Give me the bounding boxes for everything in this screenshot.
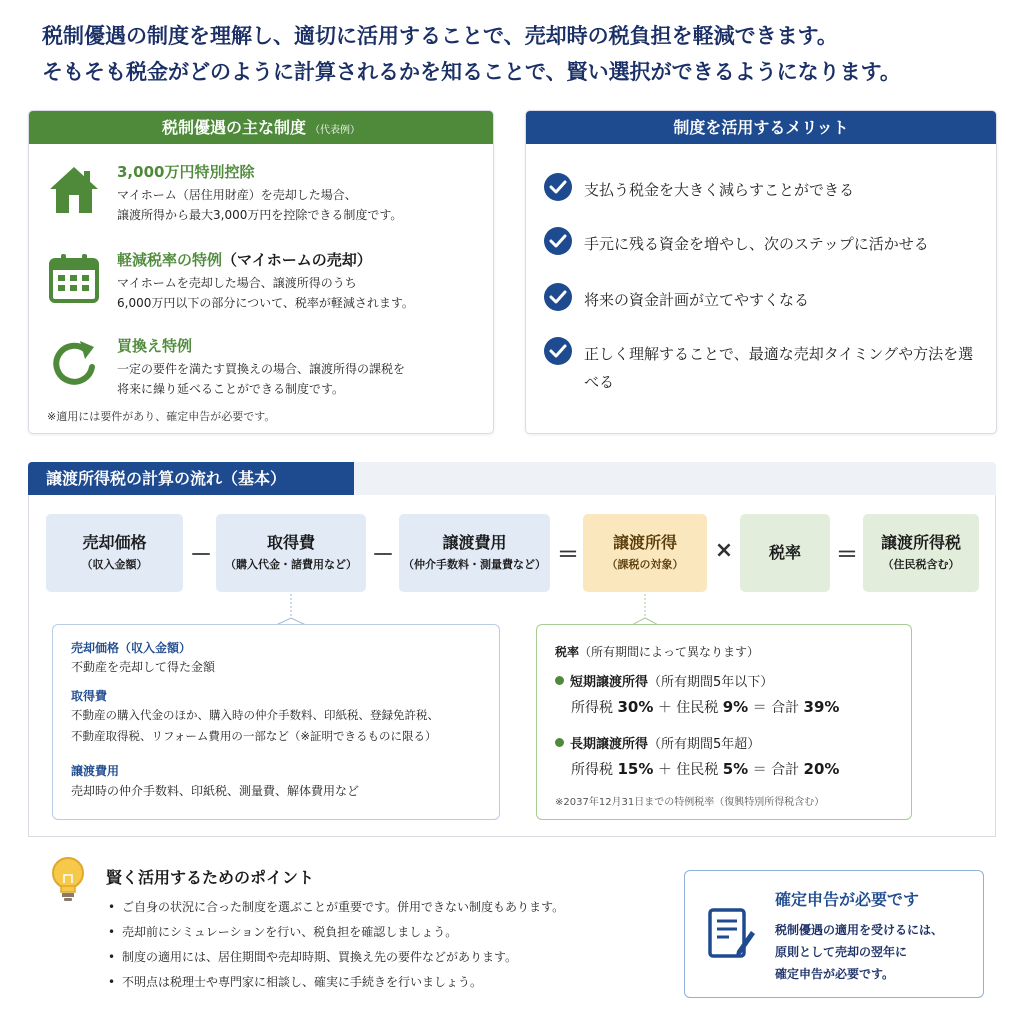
definition-text: 不動産を売却して得た金額 xyxy=(71,660,216,674)
list-item: • ご自身の状況に合った制度を選ぶことが重要です。併用できない制度もあります。 xyxy=(106,895,666,920)
page-headline xyxy=(42,18,1002,90)
definition-title: 売却価格（収入金額） xyxy=(71,641,192,655)
system-desc: 一定の要件を満たす買換えの場合、譲渡所得の課税を 将来に繰り延べることができる制度です。 xyxy=(117,362,406,396)
notice-body: 税制優遇の適用を受けるには、 原則として売却の翌年に 確定申告が必要です。 xyxy=(775,923,944,981)
document-pen-icon xyxy=(707,907,757,963)
merit-text: 手元に残る資金を増やし、次のステップに活かせる xyxy=(584,235,929,253)
system-title: 3,000万円特別控除 xyxy=(117,163,255,181)
notice-title: 確定申告が必要です xyxy=(775,890,920,909)
headline-line-1: 税制優遇の制度を理解し、適切に活用することで、売却時の税負担を軽減できます。 xyxy=(42,24,838,48)
flow-box-transfer-tax: 譲渡所得税 （住民税含む） xyxy=(863,514,979,592)
systems-card-title: 税制優遇の主な制度 xyxy=(161,118,306,137)
check-circle-icon xyxy=(544,173,572,201)
flow-section-title: 譲渡所得税の計算の流れ（基本） xyxy=(28,462,354,495)
flow-header-band xyxy=(354,462,996,495)
system-title: 買換え特例 xyxy=(117,337,193,355)
headline-line-2: そもそも税金がどのように計算されるかを知ることで、賢い選択ができるようになります。 xyxy=(42,60,901,84)
flow-operator: － xyxy=(372,543,395,568)
flow-connectors xyxy=(0,592,1024,626)
systems-card xyxy=(28,110,494,434)
bullet-icon xyxy=(555,676,564,685)
definition-title: 譲渡費用 xyxy=(71,764,120,778)
merit-text: 将来の資金計画が立てやすくなる xyxy=(584,291,810,309)
system-desc: マイホームを売却した場合、譲渡所得のうち 6,000万円以下の部分について、税率が軽減されます。 xyxy=(117,276,414,310)
systems-note: ※適用には要件があり、確定申告が必要です。 xyxy=(47,410,276,423)
definition-title: 取得費 xyxy=(71,689,108,703)
definition-text: 不動産の購入代金のほか、購入時の仲介手数料、印紙税、登録免許税、 不動産取得税、リフォーム費用の一部など（※証明できるものに限る） xyxy=(71,708,439,743)
system-item-replacement xyxy=(47,335,487,415)
calendar-icon xyxy=(47,251,101,305)
list-item: • 不明点は税理士や専門家に相談し、確実に手続きを行いましょう。 xyxy=(106,970,666,995)
merit-text: 支払う税金を大きく減らすことができる xyxy=(584,181,855,199)
tax-rate-title: 税率（所有期間によって異なります） xyxy=(555,645,760,659)
flow-box-sale-price: 売却価格 （収入金額） xyxy=(46,514,183,592)
flow-operator: × xyxy=(714,538,734,563)
system-item-special-deduction xyxy=(47,161,487,241)
tips-list xyxy=(106,895,666,995)
flow-box-transfer-income: 譲渡所得 （課税の対象） xyxy=(583,514,707,592)
flow-box-acquisition-cost: 取得費 （購入代金・諸費用など） xyxy=(216,514,366,592)
flow-operator: ＝ xyxy=(557,543,580,568)
check-circle-icon xyxy=(544,283,572,311)
check-circle-icon xyxy=(544,337,572,365)
flow-box-transfer-cost: 譲渡費用 （仲介手数料・測量費など） xyxy=(399,514,550,592)
definition-text: 売却時の仲介手数料、印紙税、測量費、解体費用など xyxy=(71,784,360,798)
list-item: • 制度の適用には、居住期間や売却時期、買換え先の要件などがあります。 xyxy=(106,945,666,970)
systems-card-title-small: （代表例） xyxy=(310,125,360,136)
short-term-rate: 所得税 30% ＋ 住民税 9% ＝ 合計 39% xyxy=(571,698,840,716)
flow-operator: － xyxy=(190,543,213,568)
long-term-rate: 所得税 15% ＋ 住民税 5% ＝ 合計 20% xyxy=(571,760,840,778)
system-title: 軽減税率の特例（マイホームの売却） xyxy=(117,251,372,269)
merits-card-header: 制度を活用するメリット xyxy=(526,111,996,144)
merits-card xyxy=(525,110,997,434)
list-item: • 売却前にシミュレーションを行い、税負担を確認しましょう。 xyxy=(106,920,666,945)
merit-text: 正しく理解することで、最適な売却タイミングや方法を選べる xyxy=(584,345,974,391)
tax-rate-box xyxy=(536,624,912,820)
refresh-arrow-icon xyxy=(47,337,101,391)
system-desc: マイホーム（居住用財産）を売却した場合、 譲渡所得から最大3,000万円を控除できる制度です。 xyxy=(117,188,403,222)
check-circle-icon xyxy=(544,227,572,255)
tips-title: 賢く活用するためのポイント xyxy=(106,868,315,887)
systems-card-header xyxy=(29,111,493,144)
lightbulb-icon xyxy=(48,855,88,903)
tax-rate-footnote: ※2037年12月31日までの特例税率（復興特別所得税含む） xyxy=(555,797,825,808)
cost-definitions-box xyxy=(52,624,500,820)
tax-return-notice xyxy=(684,870,984,998)
flow-box-tax-rate: 税率 xyxy=(740,514,830,592)
bullet-icon xyxy=(555,738,564,747)
house-icon xyxy=(47,163,101,217)
long-term-title: 長期譲渡所得（所有期間5年超） xyxy=(555,733,760,752)
flow-operator: ＝ xyxy=(836,543,859,568)
system-item-reduced-rate xyxy=(47,249,487,329)
short-term-title: 短期譲渡所得（所有期間5年以下） xyxy=(555,671,773,690)
